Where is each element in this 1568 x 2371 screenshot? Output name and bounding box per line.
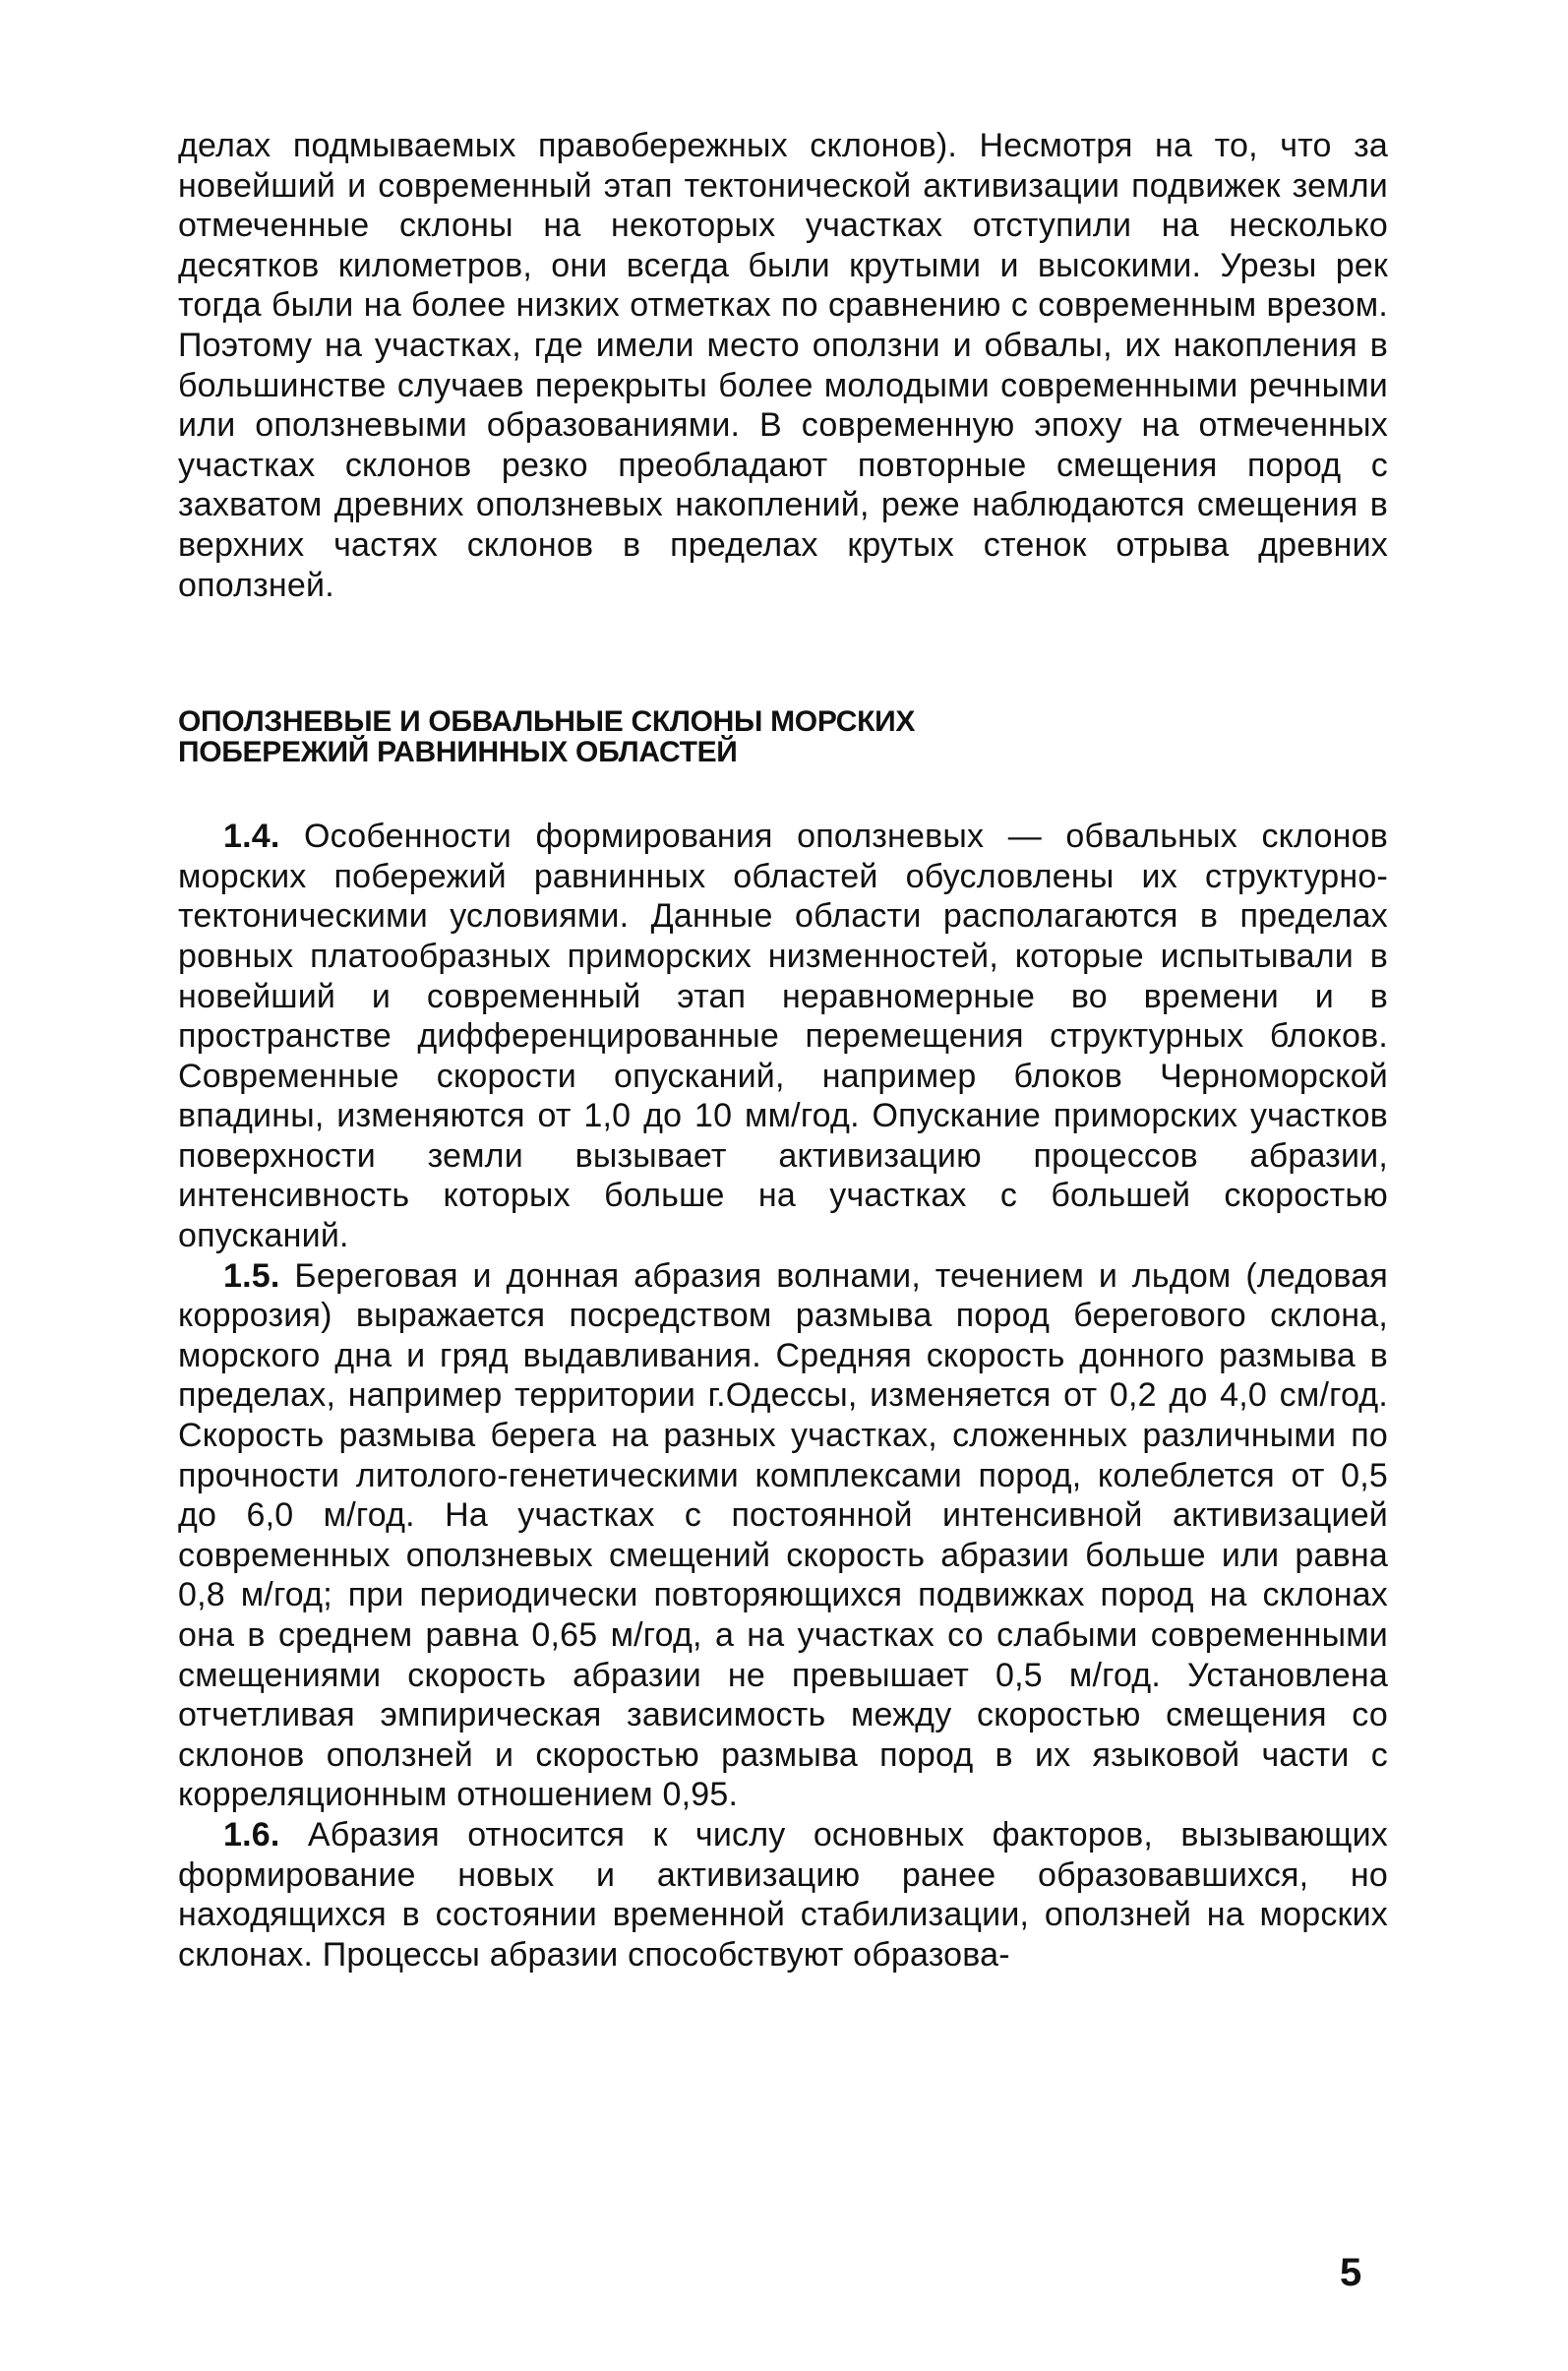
paragraph-number: 1.5. <box>223 1256 280 1295</box>
page-number: 5 <box>1340 2251 1362 2294</box>
intro-paragraph: делах подмываемых правобережных склонов). Несмотря на то, что за новейший и современный этап тектонической активизации подвижек земли отмеченные склоны на некоторых участках отступили на несколько десятков километров, они всегда были крутыми и высокими. Урезы рек тогда были на более низких отметках по сравнению с современным врезом. Поэтому на участках, где имели место оползни и обвалы, их накопления в большинстве случаев перекрыты более молодыми современными речными или оползневыми образованиями. В современную эпоху на отмеченных участках склонов резко преобладают повторные смещения пород с захватом древних оползневых накоплений, реже наблюдаются смещения в верхних частях склонов в пределах крутых стенок отрыва древних оползней. <box>178 127 1388 604</box>
section-heading-line-1: ОПОЛЗНЕВЫЕ И ОБВАЛЬНЫЕ СКЛОНЫ МОРСКИХ <box>178 705 916 739</box>
section-heading-line-2: ПОБЕРЕЖИЙ РАВНИННЫХ ОБЛАСТЕЙ <box>178 736 738 769</box>
page-body <box>178 126 1388 1975</box>
paragraph-text: Особенности формирования оползневых — обвальных склонов морских побережий равнинных областей обусловлены их структурно-тектоническими условиями. Данные области располагаются в пределах ровных платообразных приморских низменностей, которые испытывали в новейший и современный этап неравномерные во времени и в пространстве дифференцированные перемещения структурных блоков. Современные скорости опусканий, например блоков Черноморской впадины, изменяются от 1,0 до 10 мм/год. Опускание приморских участков поверхности земли вызывает активизацию процессов абразии, интенсивность которых больше на участках с большей скоростью опусканий. <box>178 818 1388 1255</box>
paragraph-1-6 <box>178 1815 1388 1975</box>
paragraph-1-4 <box>178 817 1388 1256</box>
section-heading <box>178 706 1388 767</box>
paragraph-text: Береговая и донная абразия волнами, течением и льдом (ледовая коррозия) выражается посредством размыва пород берегового склона, морского дна и гряд выдавливания. Средняя скорость донного размыва в пределах, например территории г.Одессы, изменяется от 0,2 до 4,0 см/год. Скорость размыва берега на разных участках, сложенных различными по прочности литолого-генетическими комплексами пород, колеблется от 0,5 до 6,0 м/год. На участках с постоянной интенсивной активизацией современных оползневых смещений скорость абразии больше или равна 0,8 м/год; при периодически повторяющихся подвижках пород на склонах она в среднем равна 0,65 м/год, а на участках со слабыми современными смещениями скорость абразии не превышает 0,5 м/год. Установлена отчетливая эмпирическая зависимость между скоростью смещения со склонов оползней и скоростью размыва пород в их языковой части с корреляционным отношением 0,95. <box>178 1256 1388 1814</box>
paragraph-1-5 <box>178 1256 1388 1815</box>
paragraph-number: 1.4. <box>223 818 280 856</box>
paragraph-text: Абразия относится к числу основных факторов, вызывающих формирование новых и активизацию ранее образовавшихся, но находящихся в состоянии временной стабилизации, оползней на морских склонах. Процессы абразии способствуют образова- <box>178 1815 1388 1974</box>
paragraph-number: 1.6. <box>223 1815 280 1854</box>
